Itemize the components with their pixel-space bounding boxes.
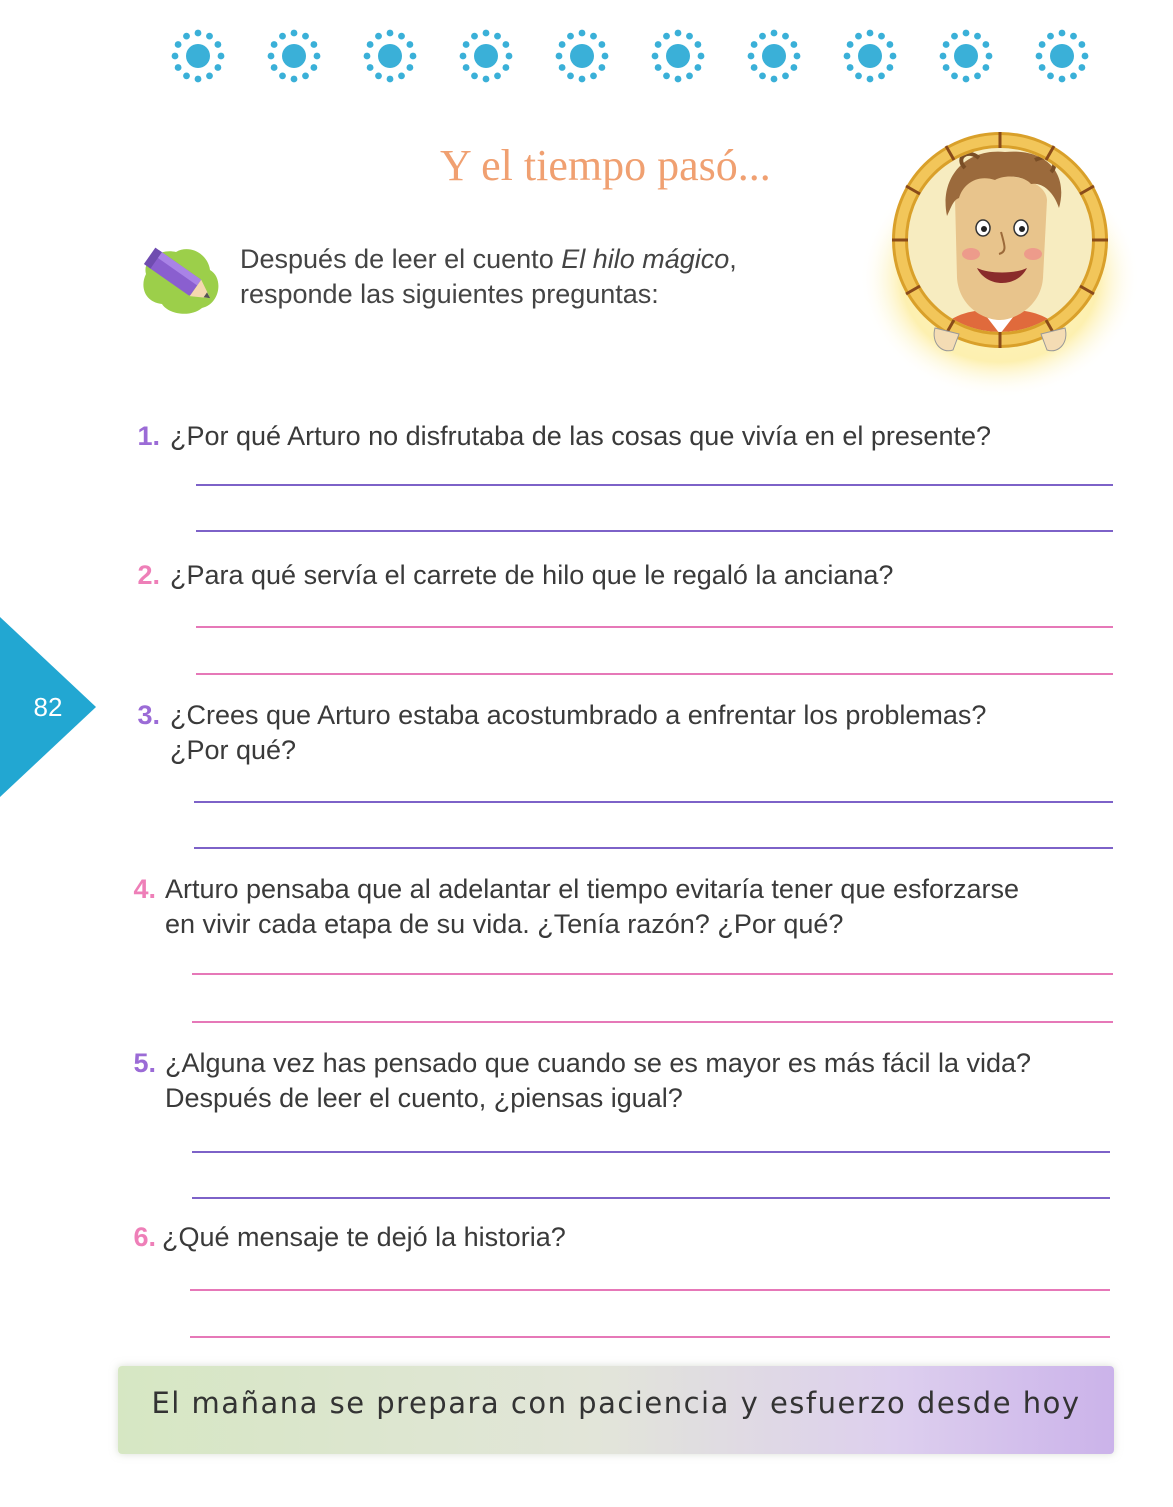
question-number: 5.: [133, 1048, 156, 1078]
answer-line[interactable]: [192, 1197, 1110, 1199]
question-text: ¿Alguna vez has pensado que cuando se es mayor es más fácil la vida?: [165, 1048, 1032, 1078]
instructions-comma: ,: [729, 244, 737, 274]
character-portrait: [855, 128, 1140, 398]
answer-line[interactable]: [194, 847, 1113, 849]
question-text: ¿Por qué?: [170, 735, 297, 765]
motto-banner: [118, 1366, 1114, 1454]
flower-icon: [648, 26, 708, 86]
answer-line[interactable]: [196, 673, 1113, 675]
answer-line[interactable]: [196, 530, 1113, 532]
answer-line[interactable]: [192, 973, 1113, 975]
flower-icon: [744, 26, 804, 86]
answer-line[interactable]: [192, 1021, 1113, 1023]
flower-icon: [552, 26, 612, 86]
flower-icon: [264, 26, 324, 86]
answer-line[interactable]: [196, 484, 1113, 486]
question-text: ¿Crees que Arturo estaba acostumbrado a enfrentar los problemas?: [170, 700, 987, 730]
flower-icon: [1032, 26, 1092, 86]
flower-icon: [360, 26, 420, 86]
question-text: Después de leer el cuento, ¿piensas igual?: [165, 1083, 683, 1113]
question-text: ¿Por qué Arturo no disfrutaba de las cosas que vivía en el presente?: [170, 421, 991, 451]
question-text: ¿Para qué servía el carrete de hilo que le regaló la anciana?: [170, 560, 894, 590]
flower-icon: [456, 26, 516, 86]
question-text: en vivir cada etapa de su vida. ¿Tenía razón? ¿Por qué?: [165, 909, 844, 939]
question-number: 2.: [137, 560, 160, 590]
question-text: ¿Qué mensaje te dejó la historia?: [162, 1222, 566, 1252]
page-title: Y el tiempo pasó...: [440, 141, 771, 190]
question-number: 1.: [137, 421, 160, 451]
instructions-text: Después de leer el cuento: [240, 244, 562, 274]
flower-icon: [840, 26, 900, 86]
instructions-line2: responde las siguientes preguntas:: [240, 279, 659, 309]
story-title: El hilo mágico: [561, 244, 730, 274]
flower-icon: [936, 26, 996, 86]
question-number: 4.: [133, 874, 156, 904]
question-number: 3.: [137, 700, 160, 730]
question-number: 6.: [133, 1222, 156, 1252]
flower-icon: [168, 26, 228, 86]
motto-text: El mañana se prepara con paciencia y esfuerzo desde hoy: [151, 1386, 1081, 1420]
answer-line[interactable]: [190, 1336, 1110, 1338]
answer-line[interactable]: [190, 1289, 1110, 1291]
answer-line[interactable]: [194, 801, 1113, 803]
pencil-icon: [138, 240, 224, 318]
instructions: [240, 242, 840, 312]
question-text: Arturo pensaba que al adelantar el tiempo evitaría tener que esforzarse: [165, 874, 1020, 904]
flower-border: [168, 26, 1098, 90]
answer-line[interactable]: [192, 1151, 1110, 1153]
answer-line[interactable]: [196, 626, 1113, 628]
page-number: 82: [33, 692, 63, 722]
